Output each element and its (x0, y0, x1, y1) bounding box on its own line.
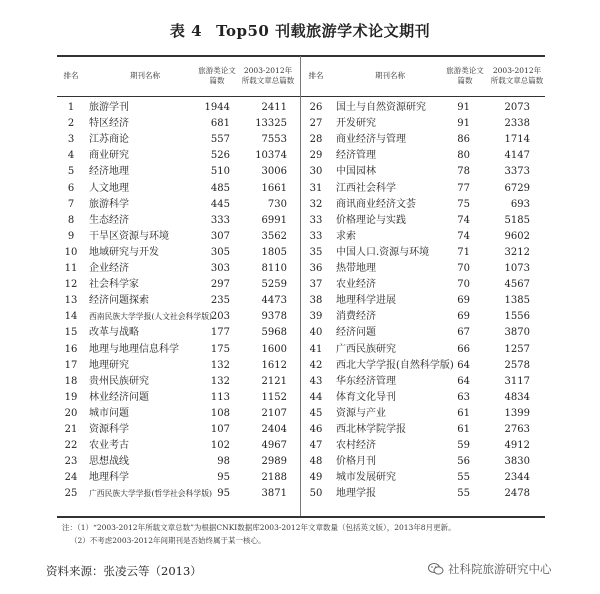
total-count-cell: 1556 (504, 311, 530, 323)
journal-name-cell: 商业研究 (89, 150, 129, 162)
tourism-count-cell: 107 (210, 424, 230, 435)
journal-name-cell: 特区经济 (89, 118, 129, 130)
total-count-cell: 2478 (504, 488, 530, 500)
tourism-count-cell: 303 (210, 263, 230, 274)
rank-cell: 12 (64, 279, 78, 291)
tourism-count-cell: 78 (457, 166, 470, 178)
total-count-cell: 3373 (504, 166, 530, 178)
total-count-cell: 4147 (504, 150, 530, 162)
journal-name-cell: 思想战线 (89, 456, 129, 468)
journal-name-cell: 中国园林 (336, 166, 376, 178)
journal-name-cell: 生态经济 (89, 214, 129, 226)
header-tourism-right: 旅游类论文篇数 (446, 66, 484, 85)
rank-cell: 1 (67, 102, 75, 113)
total-count-cell: 1073 (504, 263, 530, 274)
header-total-right: 2003-2012年所载文章总篇数 (490, 66, 544, 85)
total-count-cell: 2188 (261, 472, 287, 484)
rank-cell: 28 (309, 134, 323, 146)
journal-name-cell: 林业经济问题 (89, 391, 149, 403)
rank-cell: 29 (309, 150, 323, 162)
rank-cell: 8 (67, 214, 75, 226)
total-count-cell: 8110 (261, 263, 287, 274)
total-count-cell: 1714 (504, 134, 530, 146)
tourism-count-cell: 526 (210, 150, 230, 162)
tourism-count-cell: 113 (210, 391, 230, 403)
tourism-count-cell: 98 (217, 456, 230, 468)
total-count-cell: 2578 (504, 359, 530, 371)
rank-cell: 38 (309, 295, 323, 307)
rank-cell: 31 (309, 182, 323, 194)
journal-name-cell: 广西民族大学学报(哲学社会科学版) (89, 489, 213, 499)
journal-name-cell: 消费经济 (336, 311, 376, 323)
wechat-icon (428, 562, 444, 576)
tourism-count-cell: 95 (217, 472, 230, 484)
tourism-count-cell: 108 (210, 407, 230, 419)
total-count-cell: 3830 (504, 456, 530, 468)
journal-name-cell: 人文地理 (89, 182, 129, 194)
tourism-count-cell: 80 (457, 150, 470, 162)
journal-name-cell: 地理学报 (336, 488, 376, 500)
tourism-count-cell: 485 (210, 182, 230, 194)
journal-name-cell: 商业经济与管理 (336, 134, 406, 146)
tourism-count-cell: 307 (210, 230, 230, 242)
rank-cell: 48 (309, 456, 323, 468)
tourism-count-cell: 102 (210, 440, 230, 452)
journal-name-cell: 经济地理 (89, 166, 129, 178)
rank-cell: 19 (64, 391, 78, 403)
journal-name-cell: 地理研究 (89, 359, 129, 371)
journal-name-cell: 求索 (336, 230, 356, 242)
watermark (428, 561, 552, 577)
journal-name-cell: 城市问题 (89, 407, 129, 419)
rank-cell: 26 (309, 102, 323, 113)
header-total-left: 2003-2012年所载文章总篇数 (241, 66, 295, 85)
journal-name-cell: 社会科学家 (89, 279, 139, 291)
tourism-count-cell: 69 (457, 295, 470, 307)
tourism-count-cell: 74 (457, 230, 470, 242)
journal-name-cell: 改革与战略 (89, 327, 139, 339)
journal-name-cell: 地域研究与开发 (89, 246, 159, 258)
tourism-count-cell: 132 (210, 375, 230, 387)
journal-name-cell: 中国人口.资源与环境 (336, 246, 430, 258)
total-count-cell: 3117 (504, 375, 530, 387)
total-count-cell: 6991 (261, 214, 287, 226)
tourism-count-cell: 55 (457, 488, 470, 500)
total-count-cell: 5968 (261, 327, 287, 339)
total-count-cell: 3871 (261, 488, 287, 500)
total-count-cell: 2763 (504, 424, 530, 435)
rank-cell: 18 (64, 375, 78, 387)
total-count-cell: 2121 (261, 375, 287, 387)
journal-name-cell: 经济管理 (336, 150, 376, 162)
tourism-count-cell: 510 (210, 166, 230, 178)
tourism-count-cell: 297 (210, 279, 230, 291)
tourism-count-cell: 63 (457, 391, 470, 403)
journal-name-cell: 开发研究 (336, 118, 376, 130)
total-count-cell: 9378 (261, 311, 287, 323)
rank-cell: 27 (309, 118, 323, 130)
header-name-right: 期刊名称 (375, 71, 405, 80)
total-count-cell: 13325 (255, 118, 287, 130)
journal-name-cell: 商讯商业经济文荟 (336, 198, 416, 210)
tourism-count-cell: 557 (210, 134, 230, 146)
tourism-count-cell: 61 (457, 424, 470, 435)
rank-cell: 43 (309, 375, 323, 387)
rank-cell: 33 (309, 230, 323, 242)
header-rule (57, 96, 545, 97)
note-2: （2）不考虑2003-2012年间期刊是否始终属于某一核心。 (70, 536, 266, 545)
journal-name-cell: 农业考古 (89, 440, 129, 452)
rank-cell: 5 (67, 166, 75, 178)
tourism-count-cell: 75 (457, 198, 470, 210)
note-1: 注：（1）“2003-2012年所载文章总数”为根据CNKI数据库2003-2012年文章数量（包括英文版），2013年8月更新。 (62, 523, 456, 532)
rank-cell: 6 (67, 182, 75, 194)
journal-name-cell: 经济问题 (336, 327, 376, 339)
journal-name-cell: 西北林学院学报 (336, 424, 406, 435)
total-count-cell: 4834 (504, 391, 530, 403)
total-count-cell: 4967 (261, 440, 287, 452)
tourism-count-cell: 71 (457, 246, 470, 258)
total-count-cell: 2411 (261, 102, 287, 113)
table-label: 表 4 (169, 22, 203, 40)
journal-name-cell: 价格月刊 (336, 456, 376, 468)
journal-name-cell: 西北大学学报(自然科学版) (336, 359, 454, 371)
total-count-cell: 1600 (261, 343, 287, 355)
journal-name-cell: 资源与产业 (336, 407, 386, 419)
total-count-cell: 3870 (504, 327, 530, 339)
rank-cell: 45 (309, 407, 323, 419)
tourism-count-cell: 177 (210, 327, 230, 339)
tourism-count-cell: 95 (217, 488, 230, 500)
rank-cell: 33 (309, 214, 323, 226)
tourism-count-cell: 69 (457, 311, 470, 323)
journal-name-cell: 贵州民族研究 (89, 375, 149, 387)
source-citation: 资料来源：张凌云等（2013） (46, 564, 202, 578)
tourism-count-cell: 333 (210, 214, 230, 226)
journal-name-cell: 地理与地理信息科学 (89, 343, 179, 355)
rank-cell: 16 (64, 343, 78, 355)
rank-cell: 30 (309, 166, 323, 178)
tourism-count-cell: 305 (210, 246, 230, 258)
tourism-count-cell: 203 (210, 311, 230, 323)
rank-cell: 9 (67, 230, 75, 242)
total-count-cell: 1399 (504, 407, 530, 419)
rank-cell: 46 (309, 424, 323, 435)
tourism-count-cell: 132 (210, 359, 230, 371)
total-count-cell: 9602 (504, 230, 530, 242)
rank-cell: 25 (64, 488, 78, 500)
journal-name-cell: 江西社会科学 (336, 182, 396, 194)
total-count-cell: 6729 (504, 182, 530, 194)
journal-name-cell: 江苏商论 (89, 134, 129, 146)
journal-name-cell: 企业经济 (89, 263, 129, 274)
tourism-count-cell: 64 (457, 375, 470, 387)
journal-name-cell: 经济问题探索 (89, 295, 149, 307)
journal-name-cell: 旅游科学 (89, 198, 129, 210)
bottom-rule (57, 516, 545, 518)
total-count-cell: 1612 (261, 359, 287, 371)
tourism-count-cell: 77 (457, 182, 470, 194)
table-title-text: Top50 刊载旅游学术论文期刊 (216, 22, 431, 40)
journal-name-cell: 广西民族研究 (336, 343, 396, 355)
tourism-count-cell: 70 (457, 263, 470, 274)
rank-cell: 32 (309, 198, 323, 210)
journal-name-cell: 农业经济 (336, 279, 376, 291)
rank-cell: 39 (309, 311, 323, 323)
rank-cell: 7 (67, 198, 75, 210)
tourism-count-cell: 1944 (204, 102, 230, 113)
rank-cell: 13 (64, 295, 78, 307)
rank-cell: 23 (64, 456, 78, 468)
journal-name-cell: 城市发展研究 (336, 472, 396, 484)
tourism-count-cell: 55 (457, 472, 470, 484)
rank-cell: 40 (309, 327, 323, 339)
rank-cell: 3 (67, 134, 75, 146)
tourism-count-cell: 70 (457, 279, 470, 291)
rank-cell: 42 (309, 359, 323, 371)
journal-name-cell: 国土与自然资源研究 (336, 102, 426, 113)
rank-cell: 50 (309, 488, 323, 500)
journal-name-cell: 价格理论与实践 (336, 214, 406, 226)
total-count-cell: 1257 (504, 343, 530, 355)
rank-cell: 2 (67, 118, 75, 130)
tourism-count-cell: 66 (457, 343, 470, 355)
total-count-cell: 730 (267, 198, 287, 210)
rank-cell: 21 (64, 424, 78, 435)
table-row (0, 485, 600, 503)
tourism-count-cell: 86 (457, 134, 470, 146)
tourism-count-cell: 91 (457, 102, 470, 113)
total-count-cell: 2338 (504, 118, 530, 130)
tourism-count-cell: 64 (457, 359, 470, 371)
header-rank-right: 排名 (308, 71, 324, 80)
rank-cell: 37 (309, 279, 323, 291)
tourism-count-cell: 56 (457, 456, 470, 468)
total-count-cell: 5185 (504, 214, 530, 226)
journal-name-cell: 资源科学 (89, 424, 129, 435)
tourism-count-cell: 74 (457, 214, 470, 226)
total-count-cell: 4473 (261, 295, 287, 307)
rank-cell: 24 (64, 472, 78, 484)
tourism-count-cell: 67 (457, 327, 470, 339)
journal-name-cell: 干旱区资源与环境 (89, 230, 169, 242)
total-count-cell: 2404 (261, 424, 287, 435)
total-count-cell: 2989 (261, 456, 287, 468)
journal-name-cell: 体育文化导刊 (336, 391, 396, 403)
total-count-cell: 4567 (504, 279, 530, 291)
rank-cell: 15 (64, 327, 78, 339)
total-count-cell: 2073 (504, 102, 530, 113)
total-count-cell: 1385 (504, 295, 530, 307)
rank-cell: 41 (309, 343, 323, 355)
journal-name-cell: 西南民族大学学报(人文社会科学版) (89, 312, 213, 322)
rank-cell: 49 (309, 472, 323, 484)
tourism-count-cell: 175 (210, 343, 230, 355)
rank-cell: 10 (64, 246, 78, 258)
tourism-count-cell: 59 (457, 440, 470, 452)
total-count-cell: 5259 (261, 279, 287, 291)
total-count-cell: 1661 (261, 182, 287, 194)
rank-cell: 44 (309, 391, 323, 403)
journal-name-cell: 地理科学进展 (336, 295, 396, 307)
journal-name-cell: 华东经济管理 (336, 375, 396, 387)
total-count-cell: 3212 (504, 246, 530, 258)
rank-cell: 17 (64, 359, 78, 371)
rank-cell: 4 (67, 150, 75, 162)
rank-cell: 35 (309, 246, 323, 258)
rank-cell: 14 (64, 311, 78, 323)
rank-cell: 11 (64, 263, 78, 274)
tourism-count-cell: 445 (210, 198, 230, 210)
journal-name-cell: 热带地理 (336, 263, 376, 274)
tourism-count-cell: 91 (457, 118, 470, 130)
total-count-cell: 3006 (261, 166, 287, 178)
total-count-cell: 4912 (504, 440, 530, 452)
total-count-cell: 2107 (261, 407, 287, 419)
header-tourism-left: 旅游类论文篇数 (198, 66, 236, 85)
tourism-count-cell: 61 (457, 407, 470, 419)
tourism-count-cell: 235 (210, 295, 230, 307)
total-count-cell: 10374 (255, 150, 287, 162)
journal-name-cell: 地理科学 (89, 472, 129, 484)
total-count-cell: 693 (510, 198, 530, 210)
rank-cell: 22 (64, 440, 78, 452)
total-count-cell: 1152 (261, 391, 287, 403)
rank-cell: 47 (309, 440, 323, 452)
total-count-cell: 7553 (261, 134, 287, 146)
header-name-left: 期刊名称 (130, 71, 160, 80)
total-count-cell: 1805 (261, 246, 287, 258)
journal-name-cell: 旅游学刊 (89, 102, 129, 113)
total-count-cell: 2344 (504, 472, 530, 484)
total-count-cell: 3562 (261, 230, 287, 242)
header-rank-left: 排名 (63, 71, 79, 80)
tourism-count-cell: 681 (210, 118, 230, 130)
table-title (0, 20, 600, 41)
rank-cell: 20 (64, 407, 78, 419)
rank-cell: 36 (309, 263, 323, 274)
watermark-text: 社科院旅游研究中心 (448, 562, 552, 576)
journal-name-cell: 农村经济 (336, 440, 376, 452)
